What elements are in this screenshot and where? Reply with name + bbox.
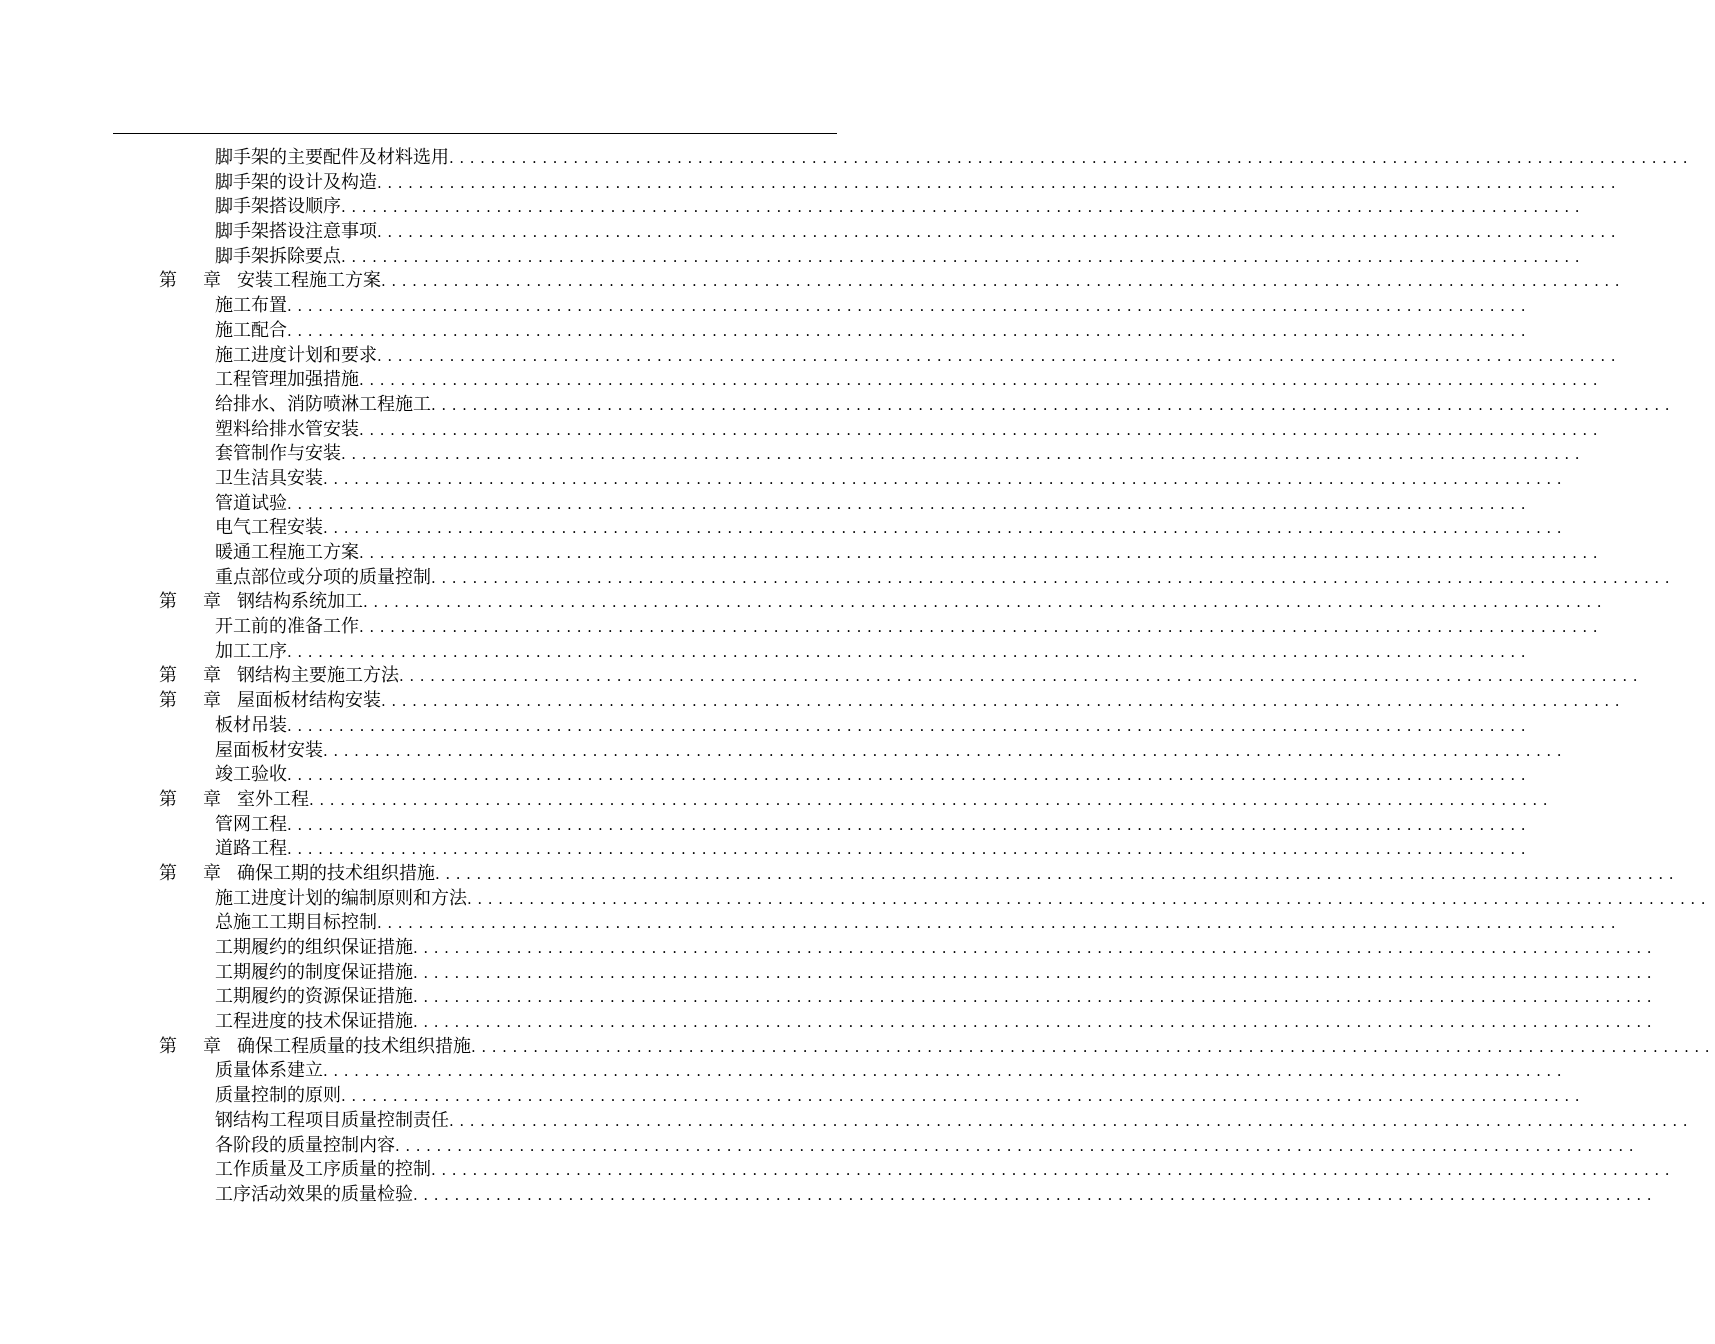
dot-leader: ........................................................................................................................ bbox=[435, 864, 1680, 883]
chapter-prefix bbox=[159, 689, 237, 714]
dot-leader: ........................................................................................................................ bbox=[287, 716, 1532, 735]
toc-line bbox=[215, 467, 1568, 492]
toc-section-entry[interactable] bbox=[0, 566, 1676, 591]
toc-section-entry[interactable] bbox=[0, 344, 1622, 369]
toc-entry-title: 工程进度的技术保证措施 bbox=[215, 1011, 413, 1033]
toc-entry-title: 板材吊装 bbox=[215, 714, 287, 736]
chapter-prefix bbox=[159, 862, 237, 887]
dot-leader: ........................................................................................................................ bbox=[323, 469, 1568, 488]
chapter-word-zhang: 章 bbox=[203, 1035, 221, 1057]
toc-entry-title: 道路工程 bbox=[215, 838, 287, 860]
dot-leader: ........................................................................................................................ bbox=[287, 494, 1532, 513]
toc-line bbox=[215, 615, 1604, 640]
toc-chapter-entry[interactable] bbox=[0, 862, 1680, 887]
toc-line bbox=[215, 1183, 1658, 1208]
dot-leader: ........................................................................................................................ bbox=[359, 371, 1604, 390]
toc-entry-title: 工期履约的组织保证措施 bbox=[215, 937, 413, 958]
dot-leader: ........................................................................................................................ bbox=[413, 963, 1658, 982]
toc-entry-title: 钢结构工程项目质量控制责任 bbox=[215, 1109, 449, 1131]
toc-line bbox=[215, 146, 1694, 171]
dot-leader: ........................................................................................................................ bbox=[413, 988, 1658, 1007]
dot-leader: ........................................................................................................................ bbox=[449, 1111, 1694, 1130]
toc-section-entry[interactable] bbox=[0, 541, 1604, 566]
toc-line bbox=[215, 961, 1658, 986]
dot-leader: ........................................................................................................................ bbox=[377, 223, 1622, 242]
toc-line bbox=[215, 739, 1568, 764]
toc-line bbox=[215, 936, 1658, 961]
chapter-prefix bbox=[159, 269, 237, 294]
toc-section-entry[interactable] bbox=[0, 245, 1586, 270]
dot-leader: ........................................................................................................................ bbox=[431, 568, 1676, 587]
toc-line bbox=[159, 269, 1626, 294]
toc-line bbox=[215, 911, 1622, 936]
dot-leader: ........................................................................................................................ bbox=[323, 519, 1568, 538]
toc-section-entry[interactable] bbox=[0, 1158, 1676, 1183]
toc-entry-title: 脚手架搭设注意事项 bbox=[215, 221, 377, 243]
toc-entry-title: 确保工程质量的技术组织措施 bbox=[237, 1035, 471, 1057]
toc-line bbox=[215, 1134, 1640, 1159]
toc-section-entry[interactable] bbox=[0, 1183, 1658, 1208]
chapter-word-zhang: 章 bbox=[203, 862, 221, 884]
chapter-word-di: 第 bbox=[159, 591, 177, 613]
toc-entry-title: 卫生洁具安装 bbox=[215, 467, 323, 489]
chapter-word-di: 第 bbox=[159, 270, 177, 292]
dot-leader: ........................................................................................................................ bbox=[341, 247, 1586, 266]
toc-section-entry[interactable] bbox=[0, 442, 1586, 467]
toc-section-entry[interactable] bbox=[0, 418, 1604, 443]
toc-entry-title: 套管制作与安装 bbox=[215, 443, 341, 465]
toc-entry-title: 工序活动效果的质量检验 bbox=[215, 1183, 413, 1205]
toc-entry-title: 质量控制的原则 bbox=[215, 1085, 341, 1107]
toc-entry-title: 开工前的准备工作 bbox=[215, 616, 359, 638]
toc-section-entry[interactable] bbox=[0, 492, 1532, 517]
toc-line bbox=[215, 1109, 1694, 1134]
toc-section-entry[interactable] bbox=[0, 467, 1568, 492]
toc-entry-title: 确保工期的技术组织措施 bbox=[237, 862, 435, 884]
toc-line bbox=[215, 763, 1532, 788]
chapter-word-zhang: 章 bbox=[203, 270, 221, 292]
toc-line bbox=[215, 344, 1622, 369]
toc-entry-title: 脚手架拆除要点 bbox=[215, 245, 341, 267]
toc-line bbox=[215, 1010, 1658, 1035]
dot-leader: ........................................................................................................................ bbox=[341, 198, 1586, 217]
toc-section-entry[interactable] bbox=[0, 961, 1658, 986]
toc-line bbox=[215, 393, 1676, 418]
toc-entry-title: 质量体系建立 bbox=[215, 1060, 323, 1082]
toc-section-entry[interactable] bbox=[0, 195, 1586, 220]
toc-line bbox=[215, 1158, 1676, 1183]
dot-leader: ........................................................................................................................ bbox=[395, 1136, 1640, 1155]
toc-entry-title: 室外工程 bbox=[237, 788, 309, 810]
toc-section-entry[interactable] bbox=[0, 294, 1532, 319]
toc-line bbox=[215, 541, 1604, 566]
chapter-word-di: 第 bbox=[159, 690, 177, 712]
dot-leader: ........................................................................................................................ bbox=[399, 667, 1644, 686]
toc-line bbox=[215, 566, 1676, 591]
toc-section-entry[interactable] bbox=[0, 936, 1658, 961]
toc-section-entry[interactable] bbox=[0, 1059, 1568, 1084]
toc-entry-title: 塑料给排水管安装 bbox=[215, 418, 359, 440]
toc-entry-title: 总施工工期目标控制 bbox=[215, 912, 377, 934]
chapter-word-zhang: 章 bbox=[203, 665, 221, 687]
dot-leader: ........................................................................................................................ bbox=[471, 1037, 1715, 1056]
toc-entry-title: 施工配合 bbox=[215, 319, 287, 341]
dot-leader: ........................................................................................................................ bbox=[377, 173, 1622, 192]
toc-section-entry[interactable] bbox=[0, 1109, 1694, 1134]
toc-entry-title: 重点部位或分项的质量控制 bbox=[215, 566, 431, 588]
toc-line bbox=[215, 294, 1532, 319]
chapter-word-di: 第 bbox=[159, 1035, 177, 1057]
toc-entry-title: 施工布置 bbox=[215, 295, 287, 317]
chapter-prefix bbox=[159, 590, 237, 615]
toc-entry-title: 工程管理加强措施 bbox=[215, 369, 359, 391]
toc-entry-title: 管网工程 bbox=[215, 813, 287, 835]
toc-entry-title: 屋面板材安装 bbox=[215, 739, 323, 761]
dot-leader: ........................................................................................................................ bbox=[377, 346, 1622, 365]
header-rule bbox=[113, 133, 837, 134]
dot-leader: ........................................................................................................................ bbox=[381, 272, 1626, 291]
toc-entry-title: 钢结构系统加工 bbox=[237, 591, 363, 613]
toc-chapter-entry[interactable] bbox=[0, 788, 1554, 813]
toc-chapter-entry[interactable] bbox=[0, 590, 1608, 615]
toc-section-entry[interactable] bbox=[0, 146, 1694, 171]
chapter-word-di: 第 bbox=[159, 788, 177, 810]
dot-leader: ........................................................................................................................ bbox=[413, 1185, 1658, 1204]
dot-leader: ........................................................................................................................ bbox=[323, 1062, 1568, 1081]
dot-leader: ........................................................................................................................ bbox=[323, 741, 1568, 760]
dot-leader: ........................................................................................................................ bbox=[287, 766, 1532, 785]
toc-line bbox=[159, 788, 1554, 813]
dot-leader: ........................................................................................................................ bbox=[363, 593, 1608, 612]
toc-line bbox=[215, 492, 1532, 517]
toc-chapter-entry[interactable] bbox=[0, 664, 1644, 689]
toc-entry-title: 加工工序 bbox=[215, 640, 287, 662]
toc-section-entry[interactable] bbox=[0, 516, 1568, 541]
toc-section-entry[interactable] bbox=[0, 1010, 1658, 1035]
chapter-word-zhang: 章 bbox=[203, 591, 221, 613]
toc-entry-title: 管道试验 bbox=[215, 492, 287, 514]
toc-line bbox=[215, 1084, 1586, 1109]
toc-chapter-entry[interactable] bbox=[0, 689, 1626, 714]
dot-leader: ........................................................................................................................ bbox=[431, 395, 1676, 414]
toc-section-entry[interactable] bbox=[0, 911, 1622, 936]
toc-line bbox=[215, 640, 1532, 665]
toc-entry-title: 脚手架的设计及构造 bbox=[215, 171, 377, 193]
toc-entry-title: 脚手架的主要配件及材料选用 bbox=[215, 147, 449, 168]
toc-entry-title: 各阶段的质量控制内容 bbox=[215, 1134, 395, 1156]
dot-leader: ........................................................................................................................ bbox=[287, 815, 1532, 834]
toc-entry-title: 工期履约的制度保证措施 bbox=[215, 961, 413, 983]
dot-leader: ........................................................................................................................ bbox=[381, 692, 1626, 711]
toc-section-entry[interactable] bbox=[0, 763, 1532, 788]
toc-line bbox=[215, 837, 1532, 862]
toc-section-entry[interactable] bbox=[0, 739, 1568, 764]
toc-line bbox=[215, 195, 1586, 220]
dot-leader: ........................................................................................................................ bbox=[287, 297, 1532, 316]
chapter-word-di: 第 bbox=[159, 862, 177, 884]
toc-entry-title: 钢结构主要施工方法 bbox=[237, 665, 399, 687]
toc-entry-title: 电气工程安装 bbox=[215, 517, 323, 539]
toc-line bbox=[215, 887, 1712, 912]
toc-section-entry[interactable] bbox=[0, 985, 1658, 1010]
dot-leader: ........................................................................................................................ bbox=[287, 840, 1532, 859]
toc-line bbox=[215, 442, 1586, 467]
toc-section-entry[interactable] bbox=[0, 1084, 1586, 1109]
chapter-word-zhang: 章 bbox=[203, 690, 221, 712]
toc-section-entry[interactable] bbox=[0, 319, 1532, 344]
toc-line bbox=[215, 418, 1604, 443]
toc-section-entry[interactable] bbox=[0, 615, 1604, 640]
toc-line bbox=[215, 245, 1586, 270]
toc-entry-title: 给排水、消防喷淋工程施工 bbox=[215, 393, 431, 415]
toc-entry-title: 工期履约的资源保证措施 bbox=[215, 986, 413, 1008]
toc-entry-title: 竣工验收 bbox=[215, 764, 287, 786]
toc-section-entry[interactable] bbox=[0, 220, 1622, 245]
toc-chapter-entry[interactable] bbox=[0, 269, 1626, 294]
toc-chapter-entry[interactable] bbox=[0, 1035, 1715, 1060]
dot-leader: ........................................................................................................................ bbox=[413, 939, 1658, 957]
dot-leader: ........................................................................................................................ bbox=[413, 1013, 1658, 1032]
chapter-prefix bbox=[159, 788, 237, 813]
dot-leader: ........................................................................................................................ bbox=[467, 889, 1712, 908]
toc-line bbox=[159, 862, 1680, 887]
toc-section-entry[interactable] bbox=[0, 813, 1532, 838]
toc-line bbox=[215, 1059, 1568, 1084]
toc-entry-title: 施工进度计划的编制原则和方法 bbox=[215, 887, 467, 909]
toc-line bbox=[159, 1035, 1715, 1060]
dot-leader: ........................................................................................................................ bbox=[359, 544, 1604, 562]
toc-line bbox=[215, 171, 1622, 196]
dot-leader: ........................................................................................................................ bbox=[431, 1161, 1676, 1180]
dot-leader: ........................................................................................................................ bbox=[359, 618, 1604, 637]
toc-entry-title: 工作质量及工序质量的控制 bbox=[215, 1159, 431, 1181]
toc-section-entry[interactable] bbox=[0, 393, 1676, 418]
toc-entry-title: 屋面板材结构安装 bbox=[237, 690, 381, 712]
toc-section-entry[interactable] bbox=[0, 837, 1532, 862]
dot-leader: ........................................................................................................................ bbox=[341, 1087, 1586, 1106]
toc-section-entry[interactable] bbox=[0, 1134, 1640, 1159]
toc-entry-title: 施工进度计划和要求 bbox=[215, 344, 377, 366]
dot-leader: ........................................................................................................................ bbox=[309, 790, 1554, 809]
dot-leader: ........................................................................................................................ bbox=[287, 321, 1532, 340]
dot-leader: ........................................................................................................................ bbox=[359, 420, 1604, 439]
dot-leader: ........................................................................................................................ bbox=[449, 149, 1694, 167]
toc-section-entry[interactable] bbox=[0, 171, 1622, 196]
toc-section-entry[interactable] bbox=[0, 640, 1532, 665]
chapter-word-zhang: 章 bbox=[203, 788, 221, 810]
toc-line bbox=[159, 664, 1644, 689]
toc-section-entry[interactable] bbox=[0, 887, 1712, 912]
dot-leader: ........................................................................................................................ bbox=[341, 445, 1586, 464]
toc-line bbox=[215, 220, 1622, 245]
toc-line bbox=[215, 516, 1568, 541]
toc-line bbox=[159, 689, 1626, 714]
chapter-prefix bbox=[159, 664, 237, 689]
toc-line bbox=[215, 319, 1532, 344]
chapter-word-di: 第 bbox=[159, 665, 177, 687]
toc-line bbox=[215, 813, 1532, 838]
table-of-contents bbox=[0, 146, 1715, 1208]
toc-entry-title: 脚手架搭设顺序 bbox=[215, 196, 341, 218]
toc-section-entry[interactable] bbox=[0, 714, 1532, 739]
toc-line bbox=[215, 985, 1658, 1010]
chapter-prefix bbox=[159, 1035, 237, 1060]
toc-section-entry[interactable] bbox=[0, 368, 1604, 393]
toc-line bbox=[215, 714, 1532, 739]
toc-entry-title: 暖通工程施工方案 bbox=[215, 542, 359, 563]
dot-leader: ........................................................................................................................ bbox=[287, 642, 1532, 661]
toc-line bbox=[159, 590, 1608, 615]
dot-leader: ........................................................................................................................ bbox=[377, 914, 1622, 933]
toc-line bbox=[215, 368, 1604, 393]
toc-entry-title: 安装工程施工方案 bbox=[237, 270, 381, 292]
